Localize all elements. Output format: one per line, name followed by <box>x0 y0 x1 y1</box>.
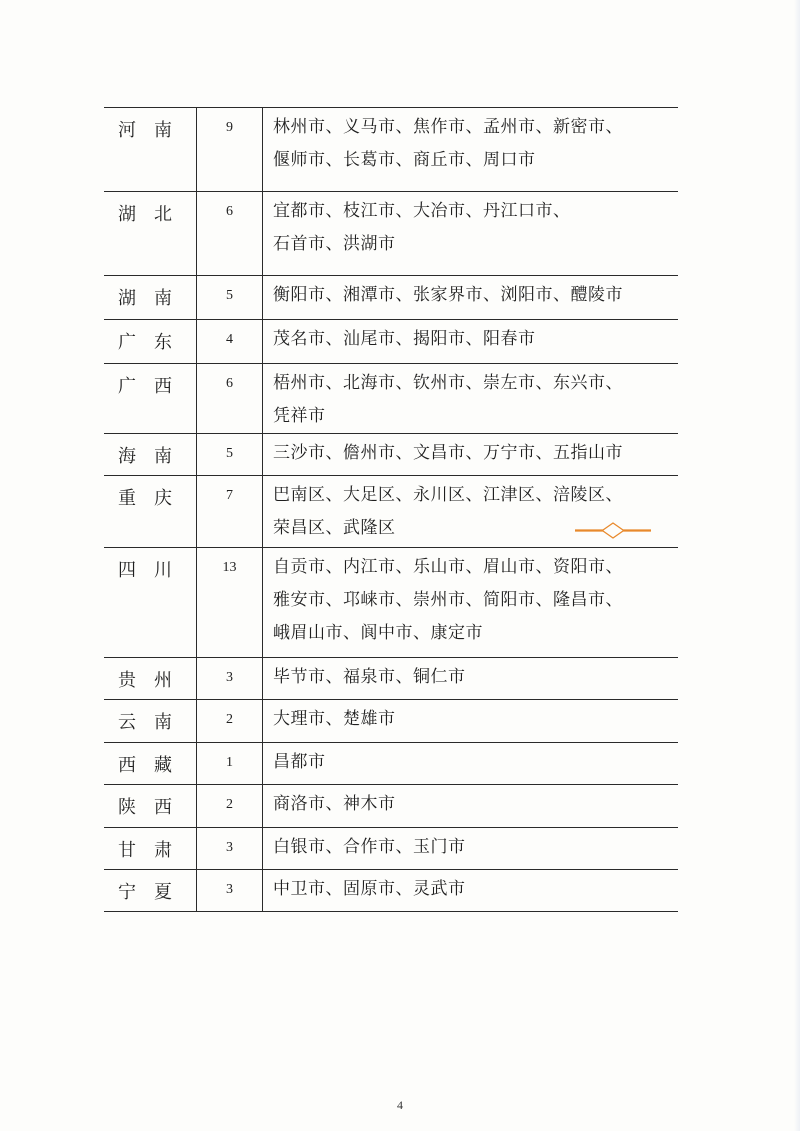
cities-line: 林州市、义马市、焦作市、孟州市、新密市、 <box>273 117 623 137</box>
cities-cell <box>263 785 679 828</box>
table-row <box>104 192 678 276</box>
count-cell: 3 <box>197 870 263 912</box>
province-cell: 云南 <box>104 700 197 743</box>
province-cell: 陕西 <box>104 785 197 828</box>
cities-line: 荣昌区、武隆区 <box>273 518 396 538</box>
cities-line: 毕节市、福泉市、铜仁市 <box>273 667 466 687</box>
count-cell: 13 <box>197 548 263 658</box>
cities-cell <box>263 364 679 434</box>
province-cell: 重庆 <box>104 476 197 548</box>
page-number: 4 <box>397 1098 403 1112</box>
count-cell: 5 <box>197 276 263 320</box>
cities-line: 白银市、合作市、玉门市 <box>273 837 466 857</box>
count-cell: 4 <box>197 320 263 364</box>
cities-line: 商洛市、神木市 <box>273 794 396 814</box>
table-row <box>104 108 678 192</box>
cities-line: 大理市、楚雄市 <box>273 709 396 729</box>
cities-cell <box>263 476 679 548</box>
cities-line: 三沙市、儋州市、文昌市、万宁市、五指山市 <box>273 443 623 463</box>
province-cell: 西藏 <box>104 743 197 785</box>
cities-cell <box>263 828 679 870</box>
count-cell: 6 <box>197 364 263 434</box>
table-row <box>104 434 678 476</box>
cities-line: 凭祥市 <box>273 406 326 426</box>
province-cell: 河南 <box>104 108 197 192</box>
diamond-underline-icon <box>573 519 653 541</box>
cities-line: 茂名市、汕尾市、揭阳市、阳春市 <box>273 329 536 349</box>
province-cell: 宁夏 <box>104 870 197 912</box>
cities-cell <box>263 870 679 912</box>
count-cell: 3 <box>197 658 263 700</box>
cities-cell <box>263 434 679 476</box>
cities-line: 昌都市 <box>273 752 326 772</box>
count-cell: 9 <box>197 108 263 192</box>
cities-cell <box>263 548 679 658</box>
province-cell: 湖南 <box>104 276 197 320</box>
cities-line: 中卫市、固原市、灵武市 <box>273 879 466 899</box>
table-row <box>104 743 678 785</box>
table-row <box>104 828 678 870</box>
cities-cell <box>263 276 679 320</box>
count-cell: 7 <box>197 476 263 548</box>
count-cell: 2 <box>197 785 263 828</box>
cities-line: 梧州市、北海市、钦州市、崇左市、东兴市、 <box>273 373 623 393</box>
table-row <box>104 276 678 320</box>
province-cell: 四川 <box>104 548 197 658</box>
table-row <box>104 700 678 743</box>
table-row <box>104 320 678 364</box>
table-row <box>104 364 678 434</box>
cities-cell <box>263 658 679 700</box>
cities-line: 自贡市、内江市、乐山市、眉山市、资阳市、 <box>273 557 623 577</box>
cities-line: 偃师市、长葛市、商丘市、周口市 <box>273 150 536 170</box>
table-row <box>104 476 678 548</box>
count-cell: 1 <box>197 743 263 785</box>
count-cell: 5 <box>197 434 263 476</box>
count-cell: 2 <box>197 700 263 743</box>
cities-line: 巴南区、大足区、永川区、江津区、涪陵区、 <box>273 485 623 505</box>
count-cell: 6 <box>197 192 263 276</box>
cities-line: 峨眉山市、阆中市、康定市 <box>273 623 483 643</box>
table-row <box>104 548 678 658</box>
cities-cell <box>263 192 679 276</box>
page-edge <box>794 0 800 1131</box>
cities-cell <box>263 320 679 364</box>
province-cell: 广西 <box>104 364 197 434</box>
province-cell: 甘肃 <box>104 828 197 870</box>
province-cell: 贵州 <box>104 658 197 700</box>
cities-line: 雅安市、邛崃市、崇州市、简阳市、隆昌市、 <box>273 590 623 610</box>
cities-line: 石首市、洪湖市 <box>273 234 396 254</box>
cities-line: 衡阳市、湘潭市、张家界市、浏阳市、醴陵市 <box>273 285 623 305</box>
table-row <box>104 658 678 700</box>
cities-cell <box>263 700 679 743</box>
cities-cell <box>263 743 679 785</box>
cities-line: 宜都市、枝江市、大冶市、丹江口市、 <box>273 201 571 221</box>
count-cell: 3 <box>197 828 263 870</box>
table-row <box>104 870 678 912</box>
province-cell: 广东 <box>104 320 197 364</box>
province-cell: 海南 <box>104 434 197 476</box>
cities-cell <box>263 108 679 192</box>
province-cell: 湖北 <box>104 192 197 276</box>
table-row <box>104 785 678 828</box>
city-list-table <box>104 107 678 912</box>
